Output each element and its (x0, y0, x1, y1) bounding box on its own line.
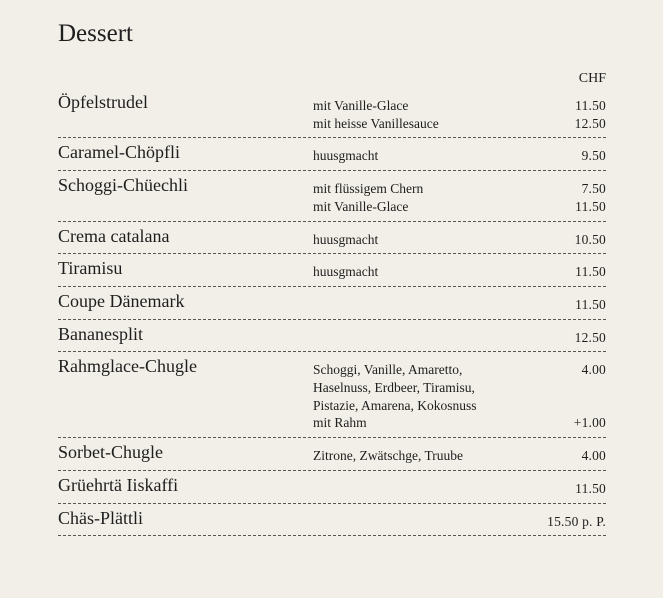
option-description: mit Vanille-Glace (313, 198, 409, 214)
option-description: huusgmacht (313, 264, 379, 280)
menu-option-line (313, 447, 606, 465)
menu-item-row (58, 352, 606, 438)
menu-item-name: Schoggi-Chüechli (58, 175, 188, 196)
menu-item-row (58, 222, 606, 255)
option-description: Schoggi, Vanille, Amaretto, (313, 362, 463, 378)
menu-item-row (58, 438, 606, 471)
option-price: 11.50 (575, 480, 606, 496)
menu-option-line (313, 379, 606, 397)
menu-option-line (313, 97, 606, 115)
menu-item-options (313, 356, 606, 432)
currency-label: CHF (578, 71, 606, 86)
menu-option-line (313, 329, 606, 347)
menu-option-line (313, 231, 606, 249)
option-description: Pistazie, Amarena, Kokosnuss (313, 397, 477, 413)
menu-item-options (313, 92, 606, 132)
menu-option-line (313, 296, 606, 314)
menu-item-name: Coupe Dänemark (58, 290, 185, 311)
menu-item-options (313, 258, 606, 281)
menu-option-line (313, 198, 606, 216)
option-description: mit Rahm (313, 415, 367, 431)
menu-item-options (313, 175, 606, 215)
menu-option-line (313, 397, 606, 415)
menu-item-options (313, 508, 606, 531)
menu-item-row (58, 504, 606, 537)
menu-item-options (313, 442, 606, 465)
menu-item-row (58, 471, 606, 504)
menu-item-name: Crema catalana (58, 225, 170, 246)
menu-option-line (313, 263, 606, 281)
menu-item-row (58, 171, 606, 221)
menu-item-name: Grüehrtä Iiskaffi (58, 474, 179, 495)
option-description: mit flüssigem Chern (313, 181, 424, 197)
option-price: 11.50 (575, 98, 606, 113)
menu-item-name: Rahmglace-Chugle (58, 356, 197, 377)
menu-item-row (58, 320, 606, 353)
dessert-menu-list (58, 88, 606, 536)
menu-option-line (313, 361, 606, 379)
option-description: mit Vanille-Glace (313, 98, 409, 113)
menu-item-options (313, 475, 606, 498)
option-price: 10.50 (574, 231, 606, 247)
menu-option-line (313, 480, 606, 498)
page-title: Dessert (58, 20, 133, 47)
menu-item-name: Tiramisu (58, 258, 123, 279)
menu-item-options (313, 226, 606, 249)
option-description: Haselnuss, Erdbeer, Tiramisu, (313, 380, 475, 396)
menu-item-name: Bananesplit (58, 323, 143, 344)
menu-item-name: Caramel-Chöpfli (58, 142, 180, 163)
menu-item-options (313, 142, 606, 165)
menu-item-options (313, 324, 606, 347)
menu-option-line (313, 180, 606, 198)
option-price: 11.50 (575, 264, 606, 280)
menu-item-row (58, 88, 606, 138)
menu-option-line (313, 115, 606, 133)
option-price: 12.50 (574, 115, 606, 131)
option-price: 11.50 (575, 296, 606, 312)
option-price: 12.50 (574, 329, 606, 345)
menu-option-line (313, 147, 606, 165)
menu-item-name: Chäs-Plättli (58, 507, 143, 528)
option-price: 4.00 (581, 362, 606, 378)
option-description: mit heisse Vanillesauce (313, 115, 439, 131)
menu-item-row (58, 287, 606, 320)
menu-item-options (313, 291, 606, 314)
option-price: 11.50 (575, 198, 606, 214)
option-price: 4.00 (581, 448, 606, 464)
menu-item-name: Sorbet-Chugle (58, 442, 163, 463)
option-price: +1.00 (573, 415, 606, 431)
menu-item-name: Öpfelstrudel (58, 92, 148, 112)
menu-option-line (313, 513, 606, 531)
option-description: huusgmacht (313, 148, 379, 164)
option-price: 15.50 p. P. (547, 513, 606, 529)
option-price: 9.50 (581, 148, 606, 164)
option-description: huusgmacht (313, 231, 379, 247)
menu-item-row (58, 138, 606, 171)
option-price: 7.50 (581, 181, 606, 197)
menu-option-line (313, 414, 606, 432)
option-description: Zitrone, Zwätschge, Truube (313, 448, 463, 464)
menu-item-row (58, 254, 606, 287)
